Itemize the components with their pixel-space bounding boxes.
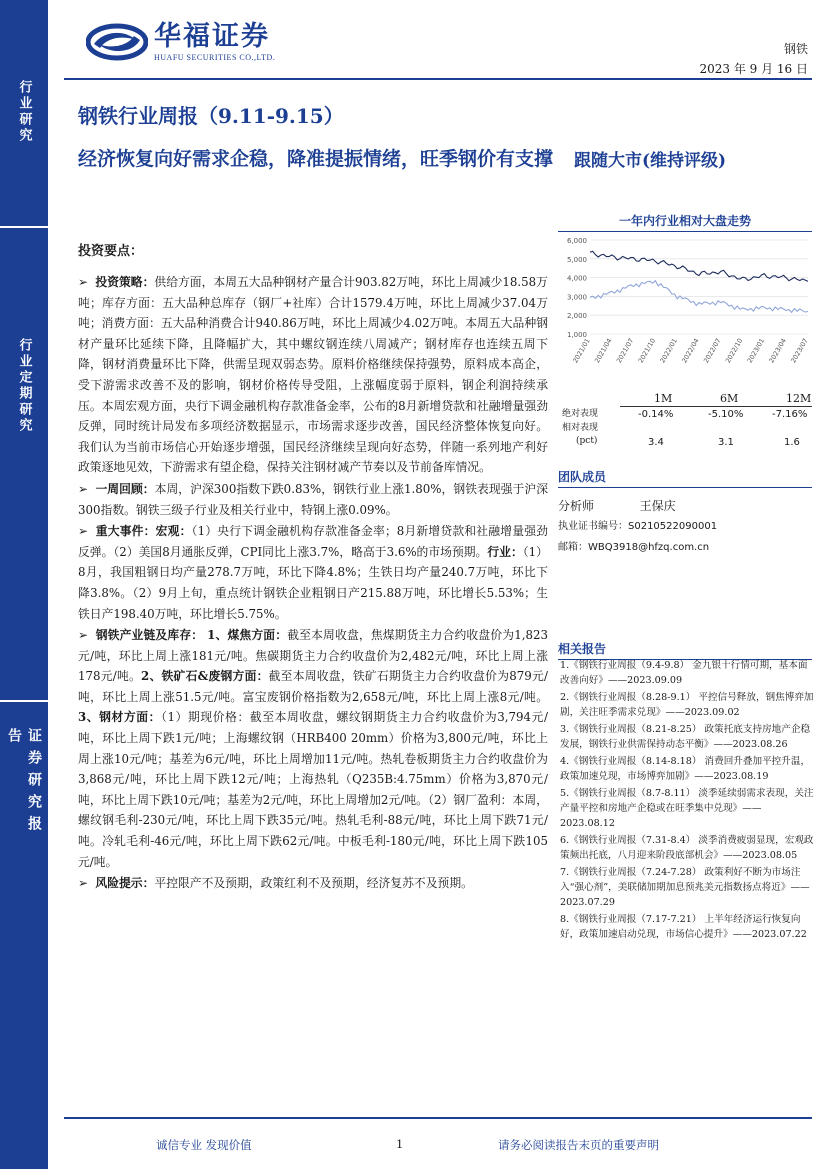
bullet-icon: ➢ xyxy=(78,275,96,289)
paragraph-lead: 一周回顾： xyxy=(95,481,155,496)
chart-section-title: 一年内行业相对大盘走势 xyxy=(558,212,812,232)
y-tick-label: 1,000 xyxy=(566,331,587,339)
sidebar-section-securities-report xyxy=(0,728,48,858)
related-report-item[interactable]: 2.《钢铁行业周报（8.28-9.1） 平控信号释放，钢焦博弈加剧，关注旺季需求兑现》——2023.09.02 xyxy=(560,692,814,718)
sidebar-section-periodic-research xyxy=(0,338,48,448)
x-tick-label: 2022/04 xyxy=(680,337,701,365)
y-tick-label: 4,000 xyxy=(566,274,587,283)
perf-rel-1m: 3.4 xyxy=(648,437,664,448)
related-report-item[interactable]: 7.《钢铁行业周报（7.24-7.28） 政策利好不断为市场注入“强心剂”，美联储加期加息预兆美元指数扬点将近》——2023.07.29 xyxy=(560,867,810,908)
paragraph-text: （1）期现价格：截至本周收盘，螺纹钢期货主力合约收盘价为3,794元/吨，环比上周下跌1元/吨；上海螺纹钢（HRB400 20mm）价格为3,800元/吨，环比上周上涨10元/吨；基差为6元/吨，环比上周增加11元/吨。热轧卷板期货主力合约收盘价为3,868元/吨，环比上周下跌12元/吨；上海热轧（Q235B:4.75mm）价格为3,870元/吨，环比上周下跌10元/吨；基差为2元/吨，环比上周增加2元/吨。（2）钢厂盈利：本周，螺纹钢毛利-230元/吨，环比上周下跌35元/吨。热轧毛利-88元/吨，环比上周下跌71元/吨。冷轧毛利-46元/吨，环比上周下跌62元/吨。中板毛利-180元/吨，环比上周下跌105元/吨。 xyxy=(78,710,548,869)
analyst-name: 王保庆 xyxy=(639,499,676,513)
rating-label: 跟随大市(维持评级) xyxy=(574,151,727,171)
paragraph-chain xyxy=(78,625,548,872)
sidebar-divider xyxy=(0,700,48,702)
perf-rel-6m: 3.1 xyxy=(718,437,734,448)
page-number: 1 xyxy=(396,1137,404,1151)
relative-trend-chart xyxy=(556,232,814,377)
sidebar-label: 行业研究 xyxy=(16,80,32,144)
report-date: 2023 年 9 月 16 日 xyxy=(699,62,808,76)
chart-series-line-0 xyxy=(590,251,808,281)
bullet-icon: ➢ xyxy=(78,876,96,891)
perf-abs-1m: -0.14% xyxy=(638,409,674,420)
bullet-icon: ➢ xyxy=(78,481,96,496)
footer-rule xyxy=(64,1117,812,1119)
perf-abs-12m: -7.16% xyxy=(772,409,808,420)
x-tick-label: 2021/04 xyxy=(593,337,614,365)
related-report-item[interactable]: 4.《钢铁行业周报（8.14-8.18） 消费回升叠加平控升温，政策加速兑现，市场博弈加剧》——2023.08.19 xyxy=(560,756,811,782)
perf-label-pct: (pct) xyxy=(576,436,598,446)
paragraph-text: （1）央行下调金融机构存款准备金率；8月新增贷款和社融增量强劲反弹。（2）美国8月通胀反弹，CPI同比上涨3.7%，略高于3.6%的市场预期。 xyxy=(78,524,548,559)
paragraph-risk xyxy=(78,873,548,894)
perf-label-relative: 相对表现 xyxy=(562,423,599,433)
perf-header-1m: 1M xyxy=(654,392,673,405)
related-reports-list xyxy=(560,658,814,944)
report-title: 钢铁行业周报（9.11-9.15） xyxy=(78,104,344,128)
analyst-row xyxy=(558,497,676,514)
x-tick-label: 2023/04 xyxy=(767,337,788,365)
paragraph-lead: 投资策略： xyxy=(95,275,155,289)
related-report-item[interactable]: 3.《钢铁行业周报（8.21-8.25） 政策托底支持房地产企稳发展，钢铁行业供需保持动态平衡》——2023.08.26 xyxy=(560,724,811,750)
x-tick-label: 2022/01 xyxy=(658,337,679,365)
paragraph-lead: 1、煤焦方面： xyxy=(207,628,288,643)
sidebar-label: 行业定期研究 xyxy=(16,338,32,434)
y-tick-label: 5,000 xyxy=(566,255,587,264)
paragraph-text: 平控限产不及预期，政策红利不及预期，经济复苏不及预期。 xyxy=(154,876,473,891)
x-tick-label: 2021/07 xyxy=(614,337,636,365)
email-label: 邮箱： xyxy=(558,542,588,553)
cert-row xyxy=(558,517,717,532)
cert-label: 执业证书编号： xyxy=(558,521,628,532)
perf-rule xyxy=(620,406,812,407)
analyst-role: 分析师 xyxy=(558,499,595,513)
perf-rel-12m: 1.6 xyxy=(784,437,800,448)
bullet-icon: ➢ xyxy=(78,524,96,539)
x-tick-label: 2023/01 xyxy=(745,337,767,365)
footer-disclaimer: 请务必阅读报告末页的重要声明 xyxy=(498,1138,659,1152)
paragraph-lead: 3、钢材方面： xyxy=(78,710,162,725)
paragraph-review xyxy=(78,479,548,520)
paragraph-text: 本周，沪深300指数下跌0.83%，钢铁行业上涨1.80%，钢铁表现强于沪深300指数。钢铁三级子行业及相关行业中，特钢上涨0.09%。 xyxy=(78,481,548,517)
section-label-key-points: 投资要点： xyxy=(78,244,144,259)
report-headline: 经济恢复向好需求企稳，降准提振情绪，旺季钢价有支撑 xyxy=(78,148,554,170)
logo-text-cn: 华福证券 xyxy=(154,21,270,52)
paragraph-lead: 重大事件：宏观： xyxy=(95,524,192,539)
perf-header-6m: 6M xyxy=(720,392,739,405)
y-tick-label: 2,000 xyxy=(566,312,587,321)
paragraph-lead: 行业： xyxy=(487,544,523,559)
x-tick-label: 2021/01 xyxy=(571,337,592,365)
paragraph-text: 截至本周收盘，铁矿石期货主力合约收盘价为879元/吨，环比上周上涨51.5元/吨。富宝废钢价格指数为2,658元/吨，环比上周上涨8元/吨。 xyxy=(78,669,548,704)
paragraph-events xyxy=(78,521,548,624)
main-body xyxy=(78,272,548,895)
cert-number: S0210522090001 xyxy=(628,521,718,532)
paragraph-text: 供给方面，本周五大品种钢材产量合计903.82万吨，环比上周减少18.58万吨；库存方面：五大品种总库存（钢厂+社库）合计1579.4万吨，环比上周减少37.04万吨；消费方面：五大品种消费合计940.86万吨，环比上周减少4.02万吨。本周五大品种钢材产量环比延续下降，且降幅扩大，其中螺纹钢连续八周减产；钢材库存也连续五周下降，钢材消费量环比下降，供需呈现双弱态势。原料价格继续保持强势，原料成本高企，受下游需求改善不及的影响，钢材价格传导受阻，上涨幅度弱于原料，钢企利润持续承压。本周宏观方面，央行下调金融机构存款准备金率，公布的8月新增贷款和社融增量强劲反弹，同时统计局发布多项经济数据显示，市场需求逐步改善，国民经济整体恢复向好。我们认为当前市场信心开始逐步增强，国民经济继续呈现向好态势，伴随一系列地产利好政策逐地见效，下游需求有望企稳，保持关注钢材减产节奏以及节前备库情况。 xyxy=(78,275,548,475)
perf-abs-6m: -5.10% xyxy=(708,409,744,420)
email-link[interactable]: WBQ3918@hfzq.com.cn xyxy=(588,542,710,553)
perf-label-absolute: 绝对表现 xyxy=(562,409,599,419)
sidebar-section-industry-research xyxy=(0,80,48,160)
industry-label: 钢铁 xyxy=(783,42,808,56)
paragraph-text: （1）8月，我国粗钢日均产量278.7万吨，环比下降4.8%；生铁日均产量240.7万吨，环比下降3.8%。（2）9月上旬，重点统计钢铁企业粗钢日产215.88万吨，环比增长5.53%；生铁日产198.40万吨，环比增长5.75%。 xyxy=(78,544,548,621)
related-report-item[interactable]: 5.《钢铁行业周报（8.7-8.11） 淡季延续弱需求表现，关注产量平控和房地产企稳或在旺季集中兑现》——2023.08.12 xyxy=(560,788,814,829)
bullet-icon: ➢ xyxy=(78,628,96,643)
sidebar-label: 证券研究报告 xyxy=(6,728,42,838)
y-tick-label: 6,000 xyxy=(566,237,587,245)
trend-chart-svg xyxy=(556,232,814,377)
team-section-title: 团队成员 xyxy=(558,468,812,488)
paragraph-text: 截至本周收盘，焦煤期货主力合约收盘价为1,823元/吨，环比上周上涨181元/吨。焦碳期货主力合约收盘价为2,482元/吨，环比上周上涨178元/吨。 xyxy=(78,628,548,684)
x-tick-label: 2022/07 xyxy=(702,337,723,365)
related-report-item[interactable]: 8.《钢铁行业周报（7.17-7.21） 上半年经济运行恢复向好，政策加速启动兑现，市场信心提升》——2023.07.22 xyxy=(560,914,807,940)
sidebar xyxy=(0,0,48,1169)
y-tick-label: 3,000 xyxy=(566,293,587,302)
related-report-item[interactable]: 6.《钢铁行业周报（7.31-8.4） 淡季消费疲弱显现，宏观政策频出托底，八月迎来阶段底部机会》——2023.08.05 xyxy=(560,835,814,861)
paragraph-lead: 钢铁产业链及库存： xyxy=(95,628,204,643)
related-report-item[interactable]: 1.《钢铁行业周报（9.4-9.8） 金九银十行情可期，基本面改善向好》——2023.09.09 xyxy=(560,660,808,686)
logo-swirl-icon xyxy=(86,22,148,62)
x-tick-label: 2021/10 xyxy=(636,337,658,365)
paragraph-strategy xyxy=(78,272,548,478)
related-section-title: 相关报告 xyxy=(558,640,812,660)
header-rule xyxy=(64,78,812,80)
company-logo xyxy=(86,22,275,62)
logo-text-en: HUAFU SECURITIES CO.,LTD. xyxy=(154,53,276,62)
perf-header-12m: 12M xyxy=(786,392,812,405)
paragraph-lead: 风险提示： xyxy=(95,876,155,891)
x-tick-label: 2023/07 xyxy=(789,337,810,365)
paragraph-lead: 2、铁矿石&废钢方面： xyxy=(141,669,269,684)
email-row xyxy=(558,538,709,553)
x-tick-label: 2022/10 xyxy=(723,337,745,365)
sidebar-divider xyxy=(0,226,48,228)
footer-slogan: 诚信专业 发现价值 xyxy=(156,1138,252,1152)
